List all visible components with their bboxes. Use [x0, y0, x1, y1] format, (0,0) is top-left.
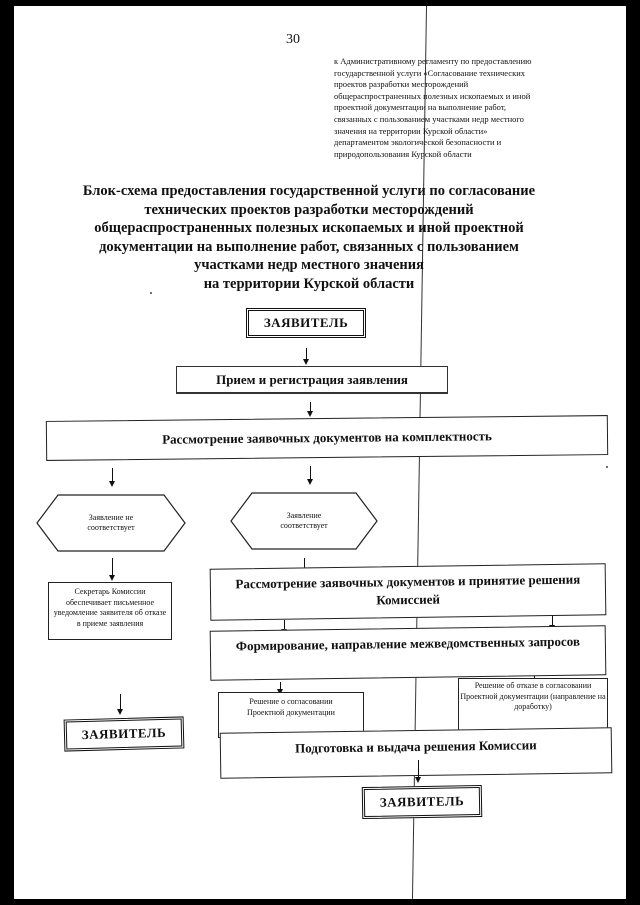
- annex-line: проектов разработки месторождений: [334, 79, 469, 90]
- annex-line: общераспространенных полезных ископаемых и иной: [334, 90, 531, 101]
- interagency-requests-label: Формирование, направление межведомственных запросов: [235, 633, 581, 654]
- document-title: [64, 182, 554, 293]
- scan-speck: [606, 466, 608, 468]
- annex-line: государственной услуги «Согласование технических: [334, 67, 525, 78]
- annex-line: проектной документации на выполнение работ,: [334, 102, 507, 113]
- annex-line: природопользования Курской области: [334, 148, 472, 159]
- title-line: документации на выполнение работ, связанных с пользованием: [99, 238, 519, 255]
- arrow-to-reception: [306, 348, 307, 360]
- prepare-issue-label: Подготовка и выдача решения Комиссии: [294, 737, 537, 756]
- arrow-to-review: [310, 402, 311, 412]
- applicant-box-left: [64, 716, 185, 751]
- interagency-requests-box: [210, 625, 607, 681]
- title-line: технических проектов разработки месторождений: [144, 201, 474, 218]
- completeness-review-label: Рассмотрение заявочных документов на комплектность: [162, 428, 492, 447]
- title-line: на территории Курской области: [203, 275, 415, 292]
- scan-speck: [150, 292, 152, 294]
- completeness-review-box: [46, 415, 608, 461]
- annex-reference: [334, 56, 564, 160]
- arrow-to-requests-left: [284, 620, 285, 630]
- annex-line: связанных с пользованием участками недр местного: [334, 113, 524, 124]
- page-number: 30: [286, 32, 300, 47]
- approval-decision-text: Решение о согласовании Проектной документации: [247, 697, 335, 717]
- arrow-to-applicant-bottom: [418, 760, 419, 778]
- commission-review-box: [210, 563, 607, 621]
- arrow-to-approval: [280, 682, 281, 690]
- applicant-box-bottom: [362, 785, 483, 819]
- annex-line: значения на территории Курской области»: [334, 125, 488, 136]
- arrow-to-not-compliant: [112, 468, 113, 482]
- annex-line: к Административному регламенту по предоставлению: [334, 56, 532, 66]
- annex-line: департаментом экологической безопасности и: [334, 137, 502, 148]
- arrow-to-secretary: [112, 558, 113, 576]
- document-page: [14, 6, 626, 899]
- applicant-left-label: ЗАЯВИТЕЛЬ: [81, 724, 167, 743]
- title-line: общераспространенных полезных ископаемых и иной проектной: [94, 220, 524, 236]
- arrow-to-compliant: [310, 466, 311, 480]
- secretary-notice-box: [48, 582, 172, 640]
- reception-label: Прием и регистрация заявления: [216, 372, 408, 387]
- commission-review-label: Рассмотрение заявочных документов и принятие решения Комиссией: [235, 571, 581, 608]
- compliant-text: Заявление соответствует: [280, 511, 328, 530]
- compliant-label: [230, 492, 378, 550]
- decision-not-compliant: [36, 494, 186, 552]
- decision-compliant: [230, 492, 378, 550]
- applicant-box-top: [246, 308, 366, 338]
- not-compliant-label: [36, 494, 186, 552]
- title-line: Блок-схема предоставления государственной услуги по согласование: [82, 183, 536, 199]
- applicant-label: ЗАЯВИТЕЛЬ: [263, 315, 349, 330]
- applicant-bottom-label: ЗАЯВИТЕЛЬ: [379, 793, 465, 810]
- arrow-to-applicant-left: [120, 694, 121, 710]
- secretary-notice-text: Секретарь Комиссии обеспечивает письменное уведомление заявителя об отказе в приеме заявления: [53, 587, 167, 628]
- not-compliant-text: Заявление не соответствует: [87, 513, 135, 532]
- prepare-issue-box: [220, 727, 613, 778]
- reception-box: [176, 366, 448, 394]
- arrow-to-requests-right: [552, 616, 553, 626]
- title-line: участками недр местного значения: [194, 257, 424, 273]
- refusal-decision-text: Решение об отказе в согласовании Проектной документации (направление на доработку): [460, 681, 606, 711]
